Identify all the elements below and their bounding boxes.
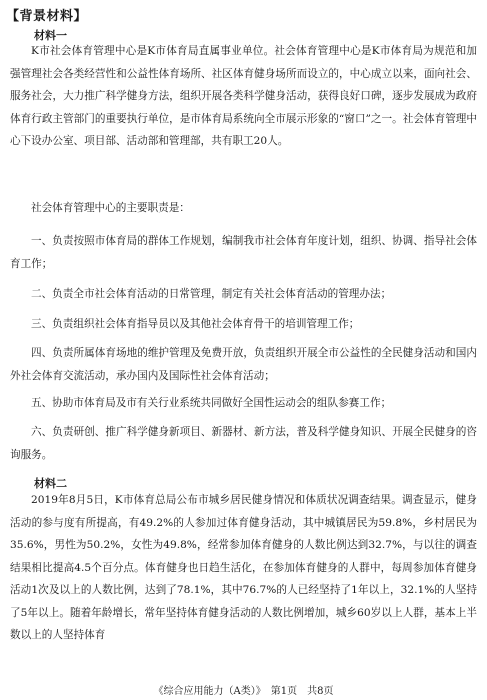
- material-two-label: 材料二: [34, 477, 67, 490]
- duties-intro-paragraph: 社会体育管理中心的主要职责是：: [31, 202, 190, 214]
- material-two-paragraph: 2019年8月5日，K市体育总局公布市城乡居民健身情况和体质状况调查结果。调查显示，健身活动的参与度有所提高，有49.2%的人参加过体育健身活动，其中城镇居民为59.8%，乡村居民为35.6%，男性为50.2%，女性为49.8%，经常参加体育健身的人数比例达到32.7%，与以往的调查结果相比提高4.5个百分点。体育健身也日趋生活化，在参加体育健身的人群中，每周参加体育健身活动1次及以上的人数比例，达到了78.1%，其中76.7%的人已经坚持了1年以上，32.1%的人坚持了5年以上。随着年龄增长，常年坚持体育健身活动的人数比例增加，城乡60岁以上人群，基本上半数以上的人坚持体育: [10, 494, 477, 641]
- section-heading: 【背景材料】: [6, 9, 88, 24]
- duty-item-1: 一、负责按照市体育局的群体工作规划，编制我市社会体育年度计划，组织、协调、指导社会体育工作；: [10, 235, 477, 270]
- page-footer: 《综合应用能力（A类）》 第1页 共8页: [153, 686, 334, 697]
- duty-item-3: 三、负责组织社会体育指导员以及其他社会体育骨干的培训管理工作；: [31, 318, 360, 330]
- material-one-intro-paragraph: K市社会体育管理中心是K市体育局直属事业单位。社会体育管理中心是K市体育局为规范和加强管理社会各类经营性和公益性体育场所、社区体育健身场所而设立的，中心成立以来，面向社会、服务社会，大力推广科学健身方法，组织开展各类科学健身活动，获得良好口碑，逐步发展成为政府体育行政主管部门的重要执行单位，是市体育局系统向全市展示形象的“窗口”之一。社会体育管理中心下设办公室、项目部、活动部和管理部，共有职工20人。: [10, 45, 477, 147]
- duty-item-2: 二、负责全市社会体育活动的日常管理，制定有关社会体育活动的管理办法；: [31, 288, 392, 300]
- duty-item-5: 五、协助市体育局及市有关行业系统共同做好全国性运动会的组队参赛工作；: [31, 397, 392, 409]
- duty-item-6: 六、负责研创、推广科学健身新项目、新器材、新方法，普及科学健身知识、开展全民健身的咨询服务。: [10, 426, 477, 461]
- material-one-label: 材料一: [34, 29, 67, 42]
- duty-item-4: 四、负责所属体育场地的维护管理及免费开放，负责组织开展全市公益性的全民健身活动和国内外社会体育交流活动，承办国内及国际性社会体育活动；: [10, 347, 477, 382]
